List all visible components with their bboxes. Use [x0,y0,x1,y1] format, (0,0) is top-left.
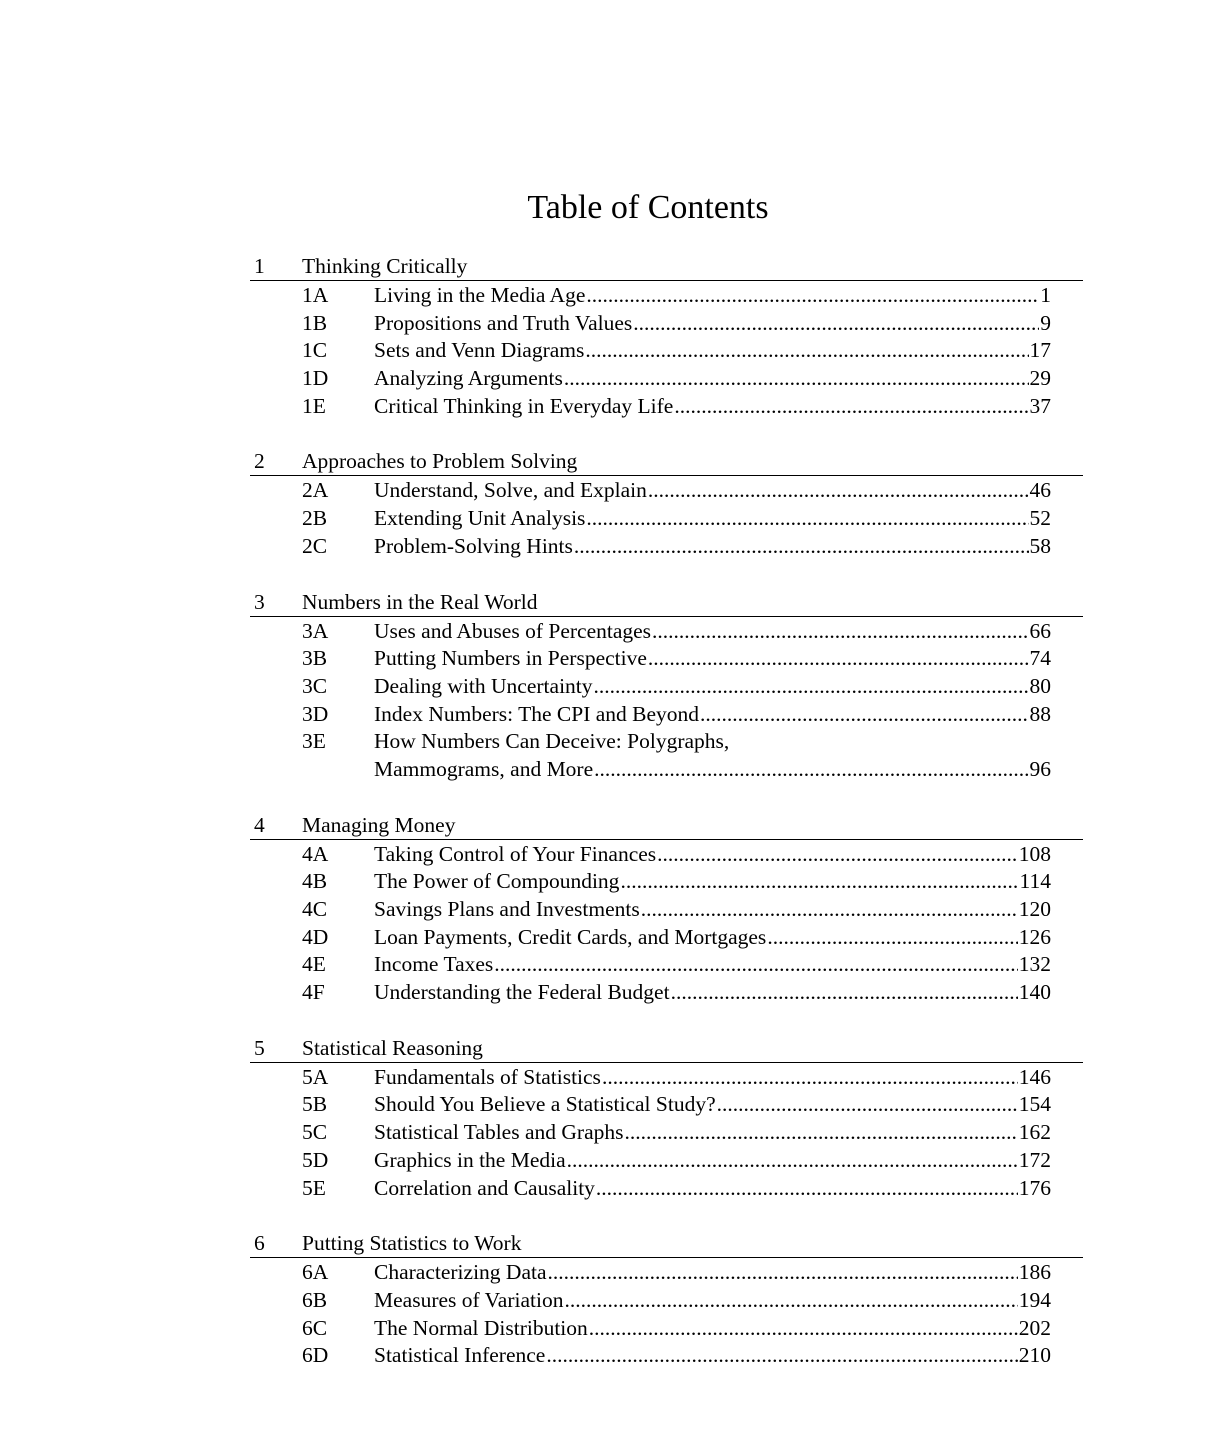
chapter-heading [250,811,1083,840]
page-number[interactable]: 1 [1040,283,1051,307]
dot-leader [567,1147,1018,1175]
section-number: 6A [302,1260,329,1285]
toc-entry[interactable] [250,924,1083,952]
toc-entry[interactable] [250,393,1083,421]
page-number[interactable]: 17 [1029,338,1051,363]
dot-leader [641,896,1018,924]
toc-entry[interactable] [250,337,1083,365]
dot-leader [594,673,1029,701]
toc-entry[interactable] [250,951,1083,979]
section-number: 3A [302,618,329,643]
page-number[interactable]: 154 [1018,1092,1051,1117]
section-number: 4D [302,924,329,949]
dot-leader [657,841,1018,869]
section-title[interactable]: Extending Unit Analysis [374,506,586,531]
dot-leader [574,533,1029,561]
toc-entry[interactable] [250,701,1083,729]
page-number[interactable]: 37 [1029,393,1051,418]
chapter-title[interactable]: Thinking Critically [302,254,468,278]
section-title[interactable]: Putting Numbers in Perspective [374,646,647,671]
section-number: 5C [302,1120,328,1145]
page-number[interactable]: 88 [1029,701,1051,726]
dot-leader [767,924,1017,952]
section-title[interactable]: Analyzing Arguments [374,366,563,391]
page-number[interactable]: 74 [1029,646,1051,671]
toc-entry[interactable] [250,1119,1083,1147]
section-title[interactable]: Savings Plans and Investments [374,897,640,922]
toc-entry[interactable] [250,1091,1083,1119]
chapter-number: 6 [254,1231,265,1256]
toc-entry[interactable] [250,533,1083,561]
chapter-number: 1 [254,254,265,278]
page-number[interactable]: 162 [1018,1120,1051,1145]
section-number: 5D [302,1147,329,1172]
section-title[interactable]: Uses and Abuses of Percentages [374,618,652,643]
section-title[interactable]: Characterizing Data [374,1260,547,1285]
section-number: 4B [302,869,328,894]
section-number: 4C [302,897,328,922]
toc-entry[interactable] [250,1287,1083,1315]
page-number[interactable]: 29 [1029,366,1051,391]
section-number: 5E [302,1175,326,1200]
dot-leader [548,1259,1018,1287]
page-number[interactable]: 96 [1029,756,1051,781]
page-number[interactable]: 46 [1029,478,1051,503]
section-title[interactable]: Fundamentals of Statistics [374,1064,601,1089]
chapter-heading [250,1229,1083,1258]
section-number: 6D [302,1343,329,1368]
section-number: 5A [302,1064,329,1089]
section-number: 3D [302,701,329,726]
section-number: 4F [302,980,325,1005]
chapter-heading [250,588,1083,617]
page-number[interactable]: 172 [1018,1147,1051,1172]
section-title[interactable]: The Normal Distribution [374,1315,588,1340]
toc-entry[interactable] [250,1064,1083,1092]
page-number[interactable]: 146 [1018,1064,1051,1089]
page-number[interactable]: 176 [1018,1175,1051,1200]
dot-leader [586,505,1028,533]
page-number[interactable]: 194 [1018,1287,1051,1312]
section-title[interactable]: Income Taxes [374,952,494,977]
page-number[interactable]: 58 [1029,533,1051,558]
section-number: 2A [302,478,329,503]
page-number[interactable]: 52 [1029,506,1051,531]
section-number: 6B [302,1287,328,1312]
section-number: 1B [302,310,328,335]
section-number: 3C [302,673,328,698]
section-title[interactable]: Should You Believe a Statistical Study? [374,1092,716,1117]
section-number: 4E [302,952,326,977]
page-number[interactable]: 140 [1018,980,1051,1005]
toc-entry[interactable] [250,1342,1083,1370]
page-number[interactable]: 108 [1018,841,1051,866]
toc-entry[interactable] [250,282,1083,310]
dot-leader [633,310,1039,338]
section-number: 1E [302,393,326,418]
toc-entry[interactable] [250,1147,1083,1175]
section-number: 1A [302,283,329,307]
page-number[interactable]: 80 [1029,673,1051,698]
page-number[interactable]: 66 [1029,618,1051,643]
section-title[interactable]: Index Numbers: The CPI and Beyond [374,701,700,726]
chapter-5 [250,1034,1083,1202]
chapter-2 [250,447,1083,560]
section-number: 4A [302,841,329,866]
dot-leader [596,1175,1018,1203]
page-number[interactable]: 202 [1018,1315,1051,1340]
toc-entry[interactable] [250,1259,1083,1287]
dot-leader [585,337,1028,365]
section-title[interactable]: Problem-Solving Hints [374,533,573,558]
chapter-heading [250,447,1083,476]
section-title[interactable]: Correlation and Causality [374,1175,595,1200]
toc-entry[interactable] [250,645,1083,673]
chapter-3 [250,588,1083,784]
section-title[interactable]: Loan Payments, Credit Cards, and Mortgages [374,924,767,949]
section-number: 1D [302,366,329,391]
chapter-heading [250,252,1083,281]
section-title[interactable]: Statistical Tables and Graphs [374,1120,624,1145]
section-number: 6C [302,1315,328,1340]
page-number[interactable]: 210 [1018,1343,1051,1368]
toc-entry[interactable] [250,618,1083,646]
chapter-number: 2 [254,449,265,474]
dot-leader [652,618,1028,646]
toc-entry[interactable] [250,728,1083,783]
dot-leader [594,756,1028,784]
page-title: Table of Contents [527,189,769,226]
toc-entry[interactable] [250,310,1083,338]
dot-leader [620,868,1018,896]
toc-entry[interactable] [250,477,1083,505]
chapter-title[interactable]: Putting Statistics to Work [302,1231,522,1256]
page-number[interactable]: 186 [1018,1260,1051,1285]
toc-entry[interactable] [250,979,1083,1007]
section-title[interactable]: Dealing with Uncertainty [374,673,593,698]
chapter-number: 3 [254,589,265,614]
chapter-title[interactable]: Numbers in the Real World [302,589,538,614]
section-title-line-1[interactable]: How Numbers Can Deceive: Polygraphs, [374,729,730,754]
chapter-6 [250,1229,1083,1370]
section-title[interactable]: Measures of Variation [374,1287,564,1312]
chapter-4 [250,811,1083,1007]
section-number: 2B [302,506,328,531]
dot-leader [586,282,1039,310]
dot-leader [546,1342,1017,1370]
page-number[interactable]: 114 [1019,869,1051,894]
toc-entry[interactable] [250,868,1083,896]
dot-leader [602,1064,1018,1092]
toc-entry[interactable] [250,896,1083,924]
chapter-number: 5 [254,1035,265,1060]
toc-entry[interactable] [250,365,1083,393]
toc-entry[interactable] [250,841,1083,869]
page-number[interactable]: 126 [1018,924,1051,949]
dot-leader [674,393,1028,421]
table-of-contents [250,252,1083,1397]
section-title-line-2[interactable]: Mammograms, and More [374,756,594,781]
section-number: 3B [302,646,328,671]
chapter-1 [250,252,1083,420]
dot-leader [624,1119,1017,1147]
page-number[interactable]: 132 [1018,952,1051,977]
section-number: 3E [302,729,326,754]
section-number: 2C [302,533,328,558]
section-title[interactable]: Propositions and Truth Values [374,310,633,335]
dot-leader [717,1091,1018,1119]
dot-leader [700,701,1028,729]
dot-leader [648,477,1029,505]
section-number: 1C [302,338,328,363]
page-number[interactable]: 120 [1018,897,1051,922]
dot-leader [648,645,1029,673]
toc-entry[interactable] [250,1315,1083,1343]
chapter-number: 4 [254,812,265,837]
section-number: 5B [302,1092,328,1117]
section-title[interactable]: Critical Thinking in Everyday Life [374,393,674,418]
chapter-title[interactable]: Approaches to Problem Solving [302,449,578,474]
chapter-title[interactable]: Managing Money [302,812,456,837]
section-title[interactable]: Taking Control of Your Finances [374,841,657,866]
dot-leader [671,979,1018,1007]
toc-entry[interactable] [250,673,1083,701]
dot-leader [564,365,1029,393]
dot-leader [494,951,1017,979]
toc-entry[interactable] [250,505,1083,533]
dot-leader [564,1287,1017,1315]
section-title[interactable]: The Power of Compounding [374,869,620,894]
section-title[interactable]: Understanding the Federal Budget [374,980,670,1005]
page-number[interactable]: 9 [1040,310,1051,335]
section-title[interactable]: Graphics in the Media [374,1147,566,1172]
chapter-heading [250,1034,1083,1063]
section-title[interactable]: Sets and Venn Diagrams [374,338,585,363]
dot-leader [589,1315,1018,1343]
toc-entry[interactable] [250,1175,1083,1203]
section-title[interactable]: Understand, Solve, and Explain [374,478,647,503]
section-title[interactable]: Living in the Media Age [374,283,586,307]
chapter-title[interactable]: Statistical Reasoning [302,1035,483,1060]
section-title[interactable]: Statistical Inference [374,1343,546,1368]
